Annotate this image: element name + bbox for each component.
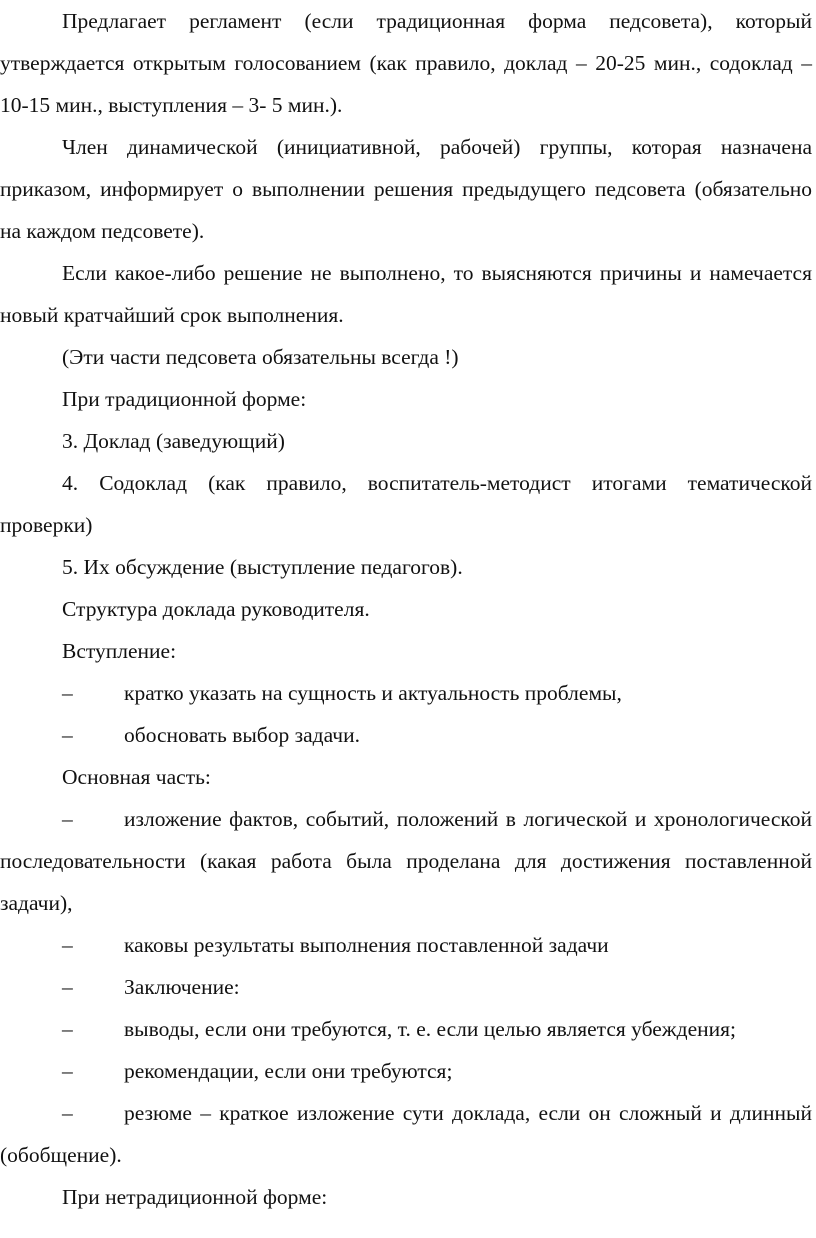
paragraph-mandatory-parts: (Эти части педсовета обязательны всегда !) — [62, 345, 459, 369]
paragraph-coreport: 4. Содоклад (как правило, воспитатель-методист итогами тематической проверки) — [0, 471, 812, 537]
list-item — [0, 924, 812, 966]
list-item — [0, 966, 812, 1008]
dash-marker: – — [62, 723, 73, 747]
dash-marker: – — [62, 933, 73, 957]
list-item — [0, 1092, 812, 1176]
list-item — [0, 714, 812, 756]
list-item-text: обосновать выбор задачи. — [124, 723, 360, 747]
paragraph-group-member: Член динамической (инициативной, рабочей) группы, которая назначена приказом, информирует о выполнении решения предыдущего педсовета (обязательно на каждом педсовете). — [0, 135, 812, 243]
list-item — [0, 1008, 812, 1050]
list-item-text: выводы, если они требуются, т. е. если целью является убеждения; — [124, 1017, 737, 1041]
list-item-text: каковы результаты выполнения поставленной задачи — [124, 933, 609, 957]
list-item — [0, 798, 812, 924]
list-item — [0, 1050, 812, 1092]
list-item-text: Заключение: — [124, 975, 240, 999]
paragraph-report-structure: Структура доклада руководителя. — [62, 597, 370, 621]
paragraph-discussion: 5. Их обсуждение (выступление педагогов). — [62, 555, 463, 579]
list-item-text: изложение фактов, событий, положений в логической и хронологической последовательности (какая работа была проделана для достижения поставленной задачи), — [0, 807, 812, 915]
paragraph-report: 3. Доклад (заведующий) — [62, 429, 285, 453]
dash-marker: – — [62, 1101, 73, 1125]
paragraph-main-part-heading: Основная часть: — [62, 765, 211, 789]
dash-marker: – — [62, 1059, 73, 1083]
paragraph-unfulfilled-decision: Если какое-либо решение не выполнено, то выясняются причины и намечается новый кратчайший срок выполнения. — [0, 261, 812, 327]
dash-marker: – — [62, 975, 73, 999]
list-item — [0, 672, 812, 714]
list-item-text: резюме – краткое изложение сути доклада, если он сложный и длинный (обобщение). — [0, 1101, 812, 1167]
paragraph-introduction-heading: Вступление: — [62, 639, 177, 663]
paragraph-traditional-form: При традиционной форме: — [62, 387, 307, 411]
paragraph-nontraditional-form: При нетрадиционной форме: — [62, 1185, 328, 1209]
dash-marker: – — [62, 681, 73, 705]
list-item-text: кратко указать на сущность и актуальность проблемы, — [124, 681, 622, 705]
paragraph-reglament: Предлагает регламент (если традиционная форма педсовета), который утверждается открытым голосованием (как правило, доклад – 20-25 мин., содоклад – 10-15 мин., выступления – 3- 5 мин.). — [0, 9, 812, 117]
dash-marker: – — [62, 807, 73, 831]
list-item-text: рекомендации, если они требуются; — [124, 1059, 453, 1083]
dash-marker: – — [62, 1017, 73, 1041]
